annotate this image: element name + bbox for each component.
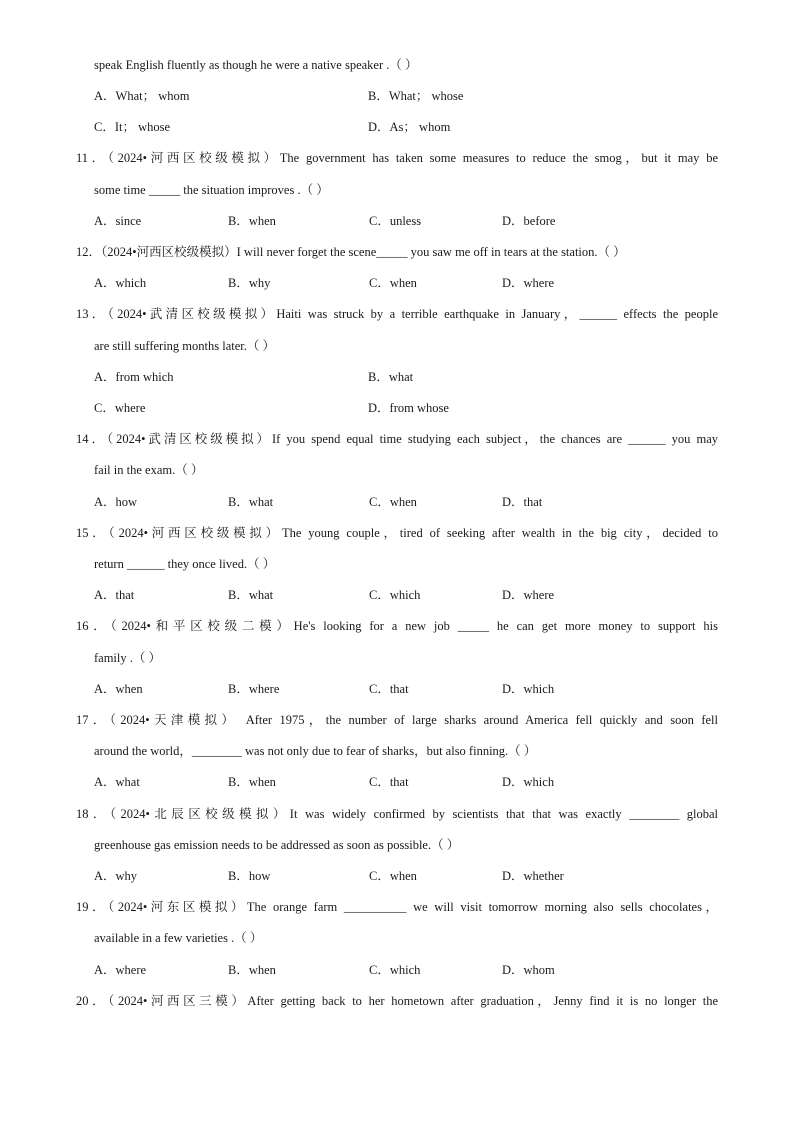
q16-stem: 16．（2024•和平区校级二模）He's looking for a new job _____ he can get more money to support his — [76, 619, 718, 633]
q17-stem: 17．（2024•天津模拟） After 1975，the number of large sharks around America fell quickly and soon fell — [76, 713, 718, 727]
q13-option-d[interactable]: D．from whose — [368, 401, 449, 415]
q12-option-b[interactable]: B．why — [228, 276, 271, 290]
q10-option-b[interactable]: B．What； whose — [368, 89, 464, 103]
q11-option-d[interactable]: D．before — [502, 214, 556, 228]
q11-stem-line2: some time _____ the situation improves .（ ） — [94, 183, 329, 197]
q11-option-b[interactable]: B．when — [228, 214, 276, 228]
q13-option-a[interactable]: A．from which — [94, 370, 174, 384]
q12-option-c[interactable]: C．when — [369, 276, 417, 290]
q10-stem-continuation: speak English fluently as though he were a native speaker .（ ） — [94, 58, 418, 72]
q18-option-d[interactable]: D．whether — [502, 869, 564, 883]
q10-option-d[interactable]: D．As； whom — [368, 120, 451, 134]
q15-stem-line2: return ______ they once lived.（ ） — [94, 557, 276, 571]
q14-stem: 14．（2024•武清区校级模拟）If you spend equal time studying each subject，the chances are ______ you may — [76, 432, 718, 446]
q15-stem: 15．（2024•河西区校级模拟）The young couple，tired of seeking after wealth in the big city，decided to — [76, 526, 718, 540]
q20-stem: 20．（2024•河西区三模）After getting back to her hometown after graduation，Jenny find it is no longer the — [76, 994, 718, 1008]
q12-option-a[interactable]: A．which — [94, 276, 147, 290]
q14-option-c[interactable]: C．when — [369, 495, 417, 509]
q17-option-b[interactable]: B．when — [228, 775, 276, 789]
q15-option-a[interactable]: A．that — [94, 588, 135, 602]
q16-option-a[interactable]: A．when — [94, 682, 143, 696]
q13-stem-line2: are still suffering months later.（ ） — [94, 339, 275, 353]
q11-option-c[interactable]: C．unless — [369, 214, 422, 228]
q17-stem-line2: around the world，________ was not only due to fear of sharks，but also finning.（ ） — [94, 744, 537, 758]
q17-option-a[interactable]: A．what — [94, 775, 140, 789]
q18-option-a[interactable]: A．why — [94, 869, 138, 883]
q12-option-d[interactable]: D．where — [502, 276, 555, 290]
q17-option-c[interactable]: C．that — [369, 775, 409, 789]
q14-stem-line2: fail in the exam.（ ） — [94, 463, 204, 477]
q16-stem-line2: family .（ ） — [94, 651, 162, 665]
q14-option-d[interactable]: D．that — [502, 495, 543, 509]
q19-option-d[interactable]: D．whom — [502, 963, 555, 977]
q10-option-c[interactable]: C．It； whose — [94, 120, 171, 134]
q13-option-b[interactable]: B．what — [368, 370, 414, 384]
q18-stem: 18．（2024•北辰区校级模拟）It was widely confirmed by scientists that that was exactly ________ global — [76, 807, 718, 821]
q16-option-c[interactable]: C．that — [369, 682, 409, 696]
q15-option-c[interactable]: C．which — [369, 588, 421, 602]
q13-stem: 13．（2024•武清区校级模拟）Haiti was struck by a terrible earthquake in January，______ effects the people — [76, 307, 718, 321]
q16-option-b[interactable]: B．where — [228, 682, 280, 696]
q12-stem: 12．（2024•河西区校级模拟）I will never forget the scene_____ you saw me off in tears at the station.（ ） — [76, 245, 626, 259]
q17-option-d[interactable]: D．which — [502, 775, 555, 789]
q15-option-b[interactable]: B．what — [228, 588, 274, 602]
q18-stem-line2: greenhouse gas emission needs to be addressed as soon as possible.（ ） — [94, 838, 460, 852]
q18-option-b[interactable]: B．how — [228, 869, 271, 883]
q11-option-a[interactable]: A．since — [94, 214, 142, 228]
q14-option-a[interactable]: A．how — [94, 495, 138, 509]
q19-stem-line2: available in a few varieties .（ ） — [94, 931, 263, 945]
q19-option-a[interactable]: A．where — [94, 963, 147, 977]
q16-option-d[interactable]: D．which — [502, 682, 555, 696]
q13-option-c[interactable]: C．where — [94, 401, 146, 415]
q19-stem: 19．（2024•河东区模拟）The orange farm __________ we will visit tomorrow morning also sells chocolates， — [76, 900, 718, 914]
q11-stem: 11．（2024•河西区校级模拟）The government has taken some measures to reduce the smog，but it may be — [76, 151, 718, 165]
q19-option-b[interactable]: B．when — [228, 963, 276, 977]
q18-option-c[interactable]: C．when — [369, 869, 417, 883]
q10-option-a[interactable]: A．What； whom — [94, 89, 190, 103]
q14-option-b[interactable]: B．what — [228, 495, 274, 509]
q19-option-c[interactable]: C．which — [369, 963, 421, 977]
q15-option-d[interactable]: D．where — [502, 588, 555, 602]
